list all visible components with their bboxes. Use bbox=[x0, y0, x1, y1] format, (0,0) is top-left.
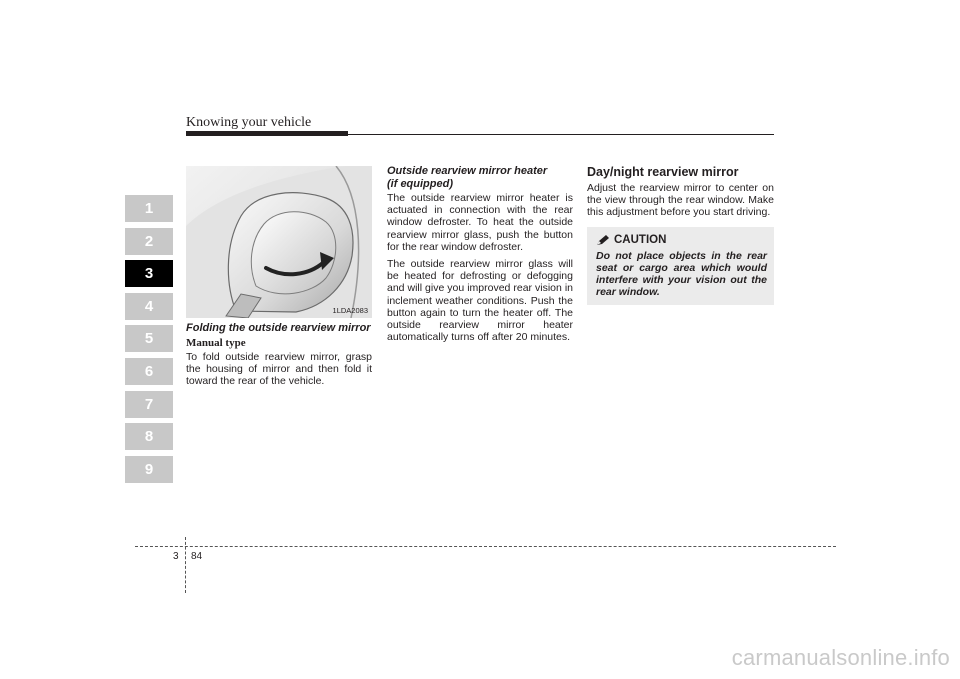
mirror-heater-section bbox=[387, 165, 573, 348]
caution-text: Do not place objects in the rear seat or cargo area which would interfere with your vision out the rear window. bbox=[596, 249, 767, 298]
chapter-tab-3-active[interactable]: 3 bbox=[125, 260, 173, 287]
caution-pencil-icon bbox=[596, 234, 610, 246]
caution-header bbox=[596, 234, 767, 246]
mirror-heater-heading-equipped: (if equipped) bbox=[387, 177, 453, 190]
day-night-heading: Day/night rearview mirror bbox=[587, 165, 739, 179]
mirror-heater-para-1: The outside rearview mirror heater is actuated in connection with the rear window defroster. To heat the outside rearview mirror glass, push the button for the rear window defroster. bbox=[387, 192, 573, 253]
caution-title: CAUTION bbox=[614, 233, 667, 246]
day-night-body: Adjust the rearview mirror to center on the view through the rear window. Make this adjustment before you start driving. bbox=[587, 182, 774, 219]
chapter-tabs bbox=[125, 195, 173, 488]
chapter-tab-5[interactable]: 5 bbox=[125, 325, 173, 352]
manual-type-subheading: Manual type bbox=[186, 336, 246, 349]
folding-mirror-body: To fold outside rearview mirror, grasp the housing of mirror and then fold it toward the rear of the vehicle. bbox=[186, 350, 372, 387]
watermark: carmanualsonline.info bbox=[731, 645, 950, 670]
chapter-tab-9[interactable]: 9 bbox=[125, 456, 173, 483]
header-rule bbox=[348, 134, 774, 135]
footer-divider bbox=[185, 537, 186, 593]
folding-mirror-section bbox=[186, 322, 372, 392]
day-night-mirror-section bbox=[587, 165, 774, 305]
mirror-heater-heading: Outside rearview mirror heater bbox=[387, 165, 548, 177]
chapter-tab-6[interactable]: 6 bbox=[125, 358, 173, 385]
mirror-heater-para-2: The outside rearview mirror glass will be heated for defrosting or defogging and will give you improved rear vision in inclement weather conditions. Push the button again to turn the heater off. The outside rearview mirror heater automatically turns off after 20 minutes. bbox=[387, 258, 573, 344]
page-number: 84 bbox=[191, 551, 203, 562]
mirror-illustration bbox=[186, 166, 372, 318]
chapter-tab-8[interactable]: 8 bbox=[125, 423, 173, 450]
figure-code: 1LDA2083 bbox=[332, 306, 368, 315]
folding-mirror-heading: Folding the outside rearview mirror bbox=[186, 322, 371, 334]
header-title: Knowing your vehicle bbox=[186, 115, 312, 130]
chapter-tab-4[interactable]: 4 bbox=[125, 293, 173, 320]
footer-rule bbox=[135, 546, 836, 547]
chapter-tab-7[interactable]: 7 bbox=[125, 391, 173, 418]
chapter-tab-1[interactable]: 1 bbox=[125, 195, 173, 222]
caution-box bbox=[587, 227, 774, 305]
mirror-drawing bbox=[186, 166, 372, 318]
chapter-tab-2[interactable]: 2 bbox=[125, 228, 173, 255]
header-bar bbox=[186, 131, 348, 136]
page-chapter-number: 3 bbox=[173, 551, 179, 562]
